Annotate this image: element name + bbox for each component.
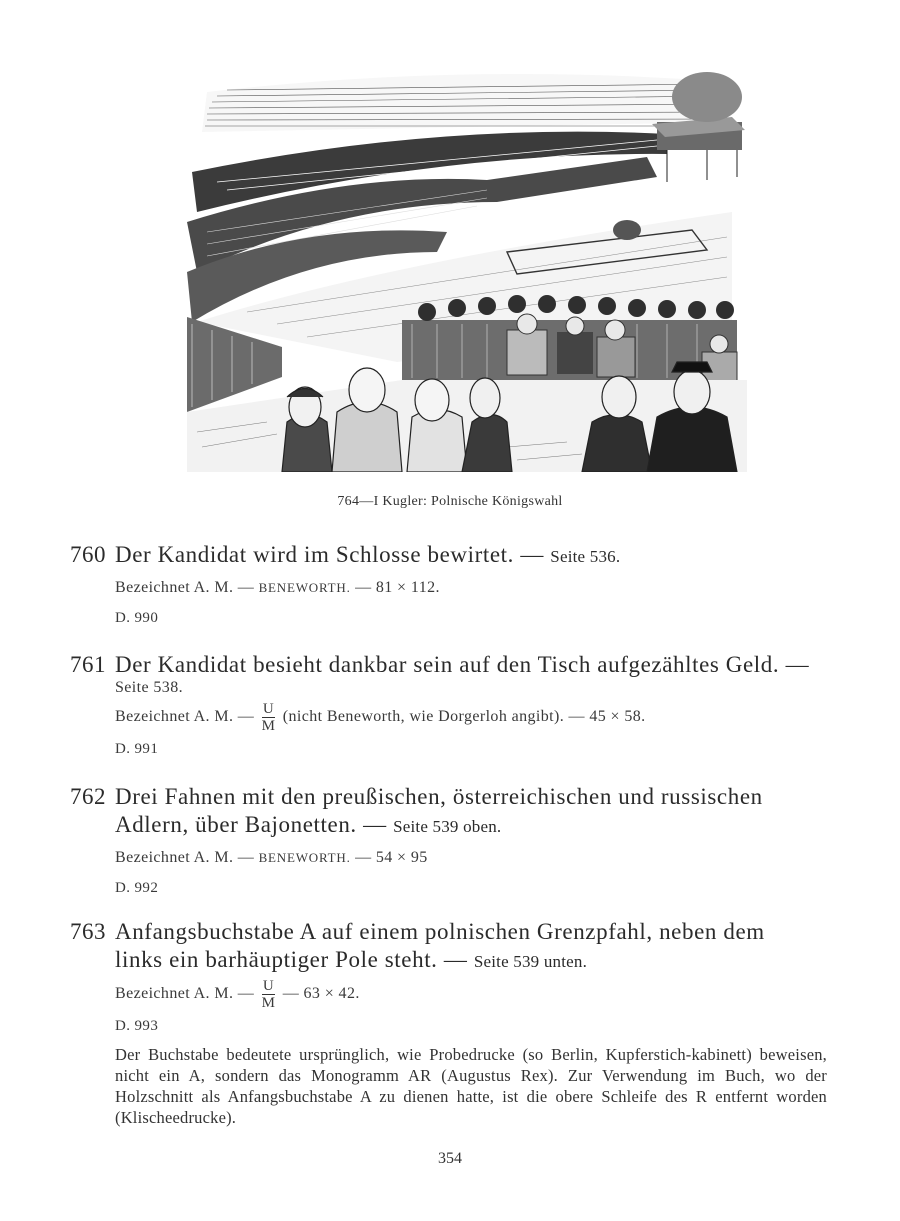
entry-title: Der Kandidat besieht dankbar sein auf den Tisch aufgezähltes Geld. — [115, 652, 810, 677]
entry-d-number: D. 990 [115, 610, 159, 626]
catalog-entry-762 [70, 783, 830, 899]
entry-page-ref: Seite 539 oben. [393, 817, 502, 836]
entry-d-number: D. 992 [115, 880, 159, 896]
signature-prefix: Bezeichnet A. M. — [115, 985, 255, 1003]
signature-prefix: Bezeichnet A. M. — [115, 579, 255, 596]
entry-signature [70, 847, 830, 869]
entry-signature [70, 701, 830, 734]
fraction-top: U [262, 701, 275, 717]
entry-d-number: D. 993 [115, 1018, 159, 1034]
entry-d-number: D. 991 [115, 741, 159, 757]
entry-title: Drei Fahnen mit den preußischen, österreichischen und russischen [115, 784, 763, 809]
signature-name: BENEWORTH. [258, 580, 351, 595]
signature-prefix: Bezeichnet A. M. — [115, 708, 255, 726]
signature-dimensions: — 81 × 112. [355, 579, 440, 596]
entry-page-ref: Seite 538. [115, 679, 183, 696]
woodcut-illustration [187, 62, 747, 472]
signature-dimensions: — 63 × 42. [282, 985, 360, 1003]
catalog-entry-761 [70, 651, 830, 760]
fraction-bottom: M [261, 718, 276, 734]
entry-note: Der Buchstabe bedeutete ursprünglich, wie Probedrucke (so Berlin, Kupferstich-kabinett) beweisen, nicht ein A, sondern das Monogramm AR (Augustus Rex). Zur Verwendung im Buch, wo der Holzschnitt als Anfangsbuchstabe A zu dienen hatte, ist die obere Schleife des R entfernt worden (Klischeedrucke). [115, 1045, 827, 1127]
entry-number: 760 [70, 542, 106, 567]
monogram-fraction [262, 978, 276, 1011]
entry-number: 762 [70, 784, 106, 809]
signature-dimensions: — 54 × 95 [355, 849, 428, 866]
entry-signature [70, 978, 830, 1011]
entry-page-ref: Seite 536. [550, 547, 621, 566]
entry-number: 763 [70, 919, 106, 944]
signature-prefix: Bezeichnet A. M. — [115, 849, 255, 866]
fraction-bottom: M [261, 995, 276, 1011]
entry-page-ref: Seite 539 unten. [473, 952, 588, 971]
monogram-fraction [262, 701, 276, 734]
catalog-entry-760 [70, 541, 830, 629]
fraction-top: U [262, 978, 275, 994]
entry-title: Anfangsbuchstabe A auf einem polnischen Grenzpfahl, neben dem [115, 919, 765, 944]
entry-signature [70, 577, 830, 599]
catalog-entry-763 [70, 918, 830, 1037]
signature-name: BENEWORTH. [258, 850, 351, 865]
illustration-caption: 764—I Kugler: Polnische Königswahl [337, 494, 563, 509]
woodcut-polish-election-scene-icon [187, 62, 747, 472]
entry-number: 761 [70, 652, 106, 677]
signature-dimensions: (nicht Beneworth, wie Dorgerloh angibt). — 45 × 58. [282, 708, 646, 726]
entry-title-cont: Adlern, über Bajonetten. — [115, 812, 387, 837]
entry-title-cont: links ein barhäuptiger Pole steht. — [115, 947, 468, 972]
entry-title: Der Kandidat wird im Schlosse bewirtet. — [115, 542, 544, 567]
page-number: 354 [438, 1150, 462, 1167]
